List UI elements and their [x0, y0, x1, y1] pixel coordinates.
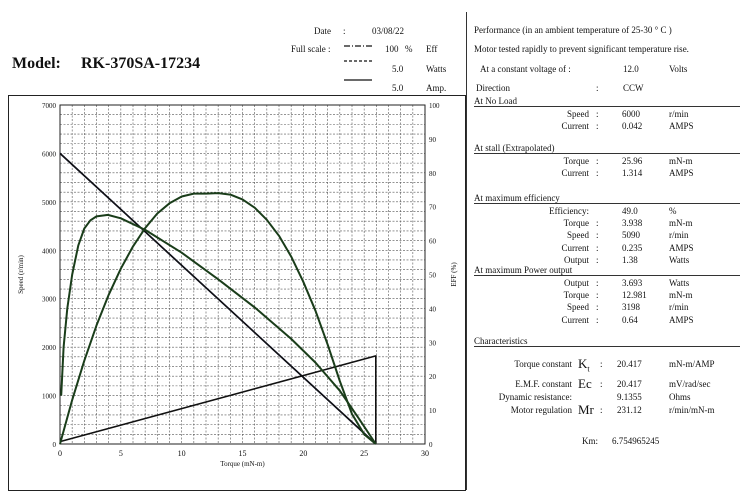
row-value: 3.693	[622, 278, 643, 288]
y-tick-label: 4000	[42, 247, 56, 256]
char-unit: Ohms	[669, 392, 691, 402]
y2-axis-label: EFF (%)	[450, 262, 458, 287]
char-unit: mN-m/AMP	[669, 359, 715, 369]
y-tick-label: 3000	[42, 295, 56, 304]
row-unit: mN-m	[669, 290, 693, 301]
km-label: Km:	[582, 436, 599, 446]
x-tick-label: 0	[58, 449, 62, 458]
y2-tick-label: 10	[429, 407, 436, 416]
km-value: 6.754965245	[612, 436, 660, 446]
row-colon: :	[596, 242, 599, 253]
row-label: Speed	[567, 109, 589, 119]
row-unit: Watts	[669, 254, 690, 265]
y-tick-label: 1000	[42, 392, 56, 401]
section-title: At maximum Power output	[474, 265, 740, 276]
y-tick-label: 0	[52, 441, 56, 449]
x-tick-label: 30	[421, 449, 429, 458]
char-colon: :	[600, 379, 603, 389]
row-value: 0.64	[622, 314, 638, 325]
legend-eff-unit: %	[405, 44, 413, 54]
row-label: Efficiency:	[549, 206, 589, 216]
char-symbol	[578, 356, 590, 374]
char-symbol	[578, 402, 594, 418]
x-tick-label: 25	[360, 449, 369, 458]
performance-title: Performance (in an ambient temperature of 25-30 ° C )	[474, 25, 672, 35]
row-colon: :	[596, 290, 599, 301]
char-colon: :	[600, 405, 603, 415]
row-unit: r/min	[669, 109, 689, 119]
row-label: Current	[561, 168, 589, 179]
y2-tick-label: 100	[429, 102, 440, 110]
row-value: 25.96	[622, 156, 643, 166]
legend-amp-value: 5.0	[392, 83, 404, 93]
row-label: Speed	[567, 302, 589, 313]
row-unit: AMPS	[669, 242, 694, 253]
performance-chart	[8, 95, 466, 491]
voltage-value: 12.0	[623, 64, 639, 74]
row-label: Current	[561, 121, 589, 132]
y2-tick-label: 0	[429, 441, 433, 449]
row-value: 1.38	[622, 254, 638, 265]
legend-line-samples	[342, 40, 382, 90]
row-colon: :	[596, 278, 599, 288]
full-scale-label: Full scale :	[291, 44, 331, 54]
characteristics-title: Characteristics	[474, 336, 740, 347]
section-title: At stall (Extrapolated)	[474, 143, 740, 154]
y2-tick-label: 30	[429, 339, 436, 348]
row-label: Current	[561, 314, 589, 325]
row-unit: AMPS	[669, 121, 694, 132]
char-value: 20.417	[617, 359, 642, 369]
row-label: Current	[561, 242, 589, 253]
row-label: Output	[563, 254, 589, 265]
row-colon: :	[596, 218, 599, 229]
voltage-unit: Volts	[669, 64, 688, 74]
panel-divider	[466, 12, 467, 490]
model-value: RK-370SA-17234	[81, 55, 201, 72]
y2-tick-label: 80	[429, 169, 436, 178]
row-value: 1.314	[622, 168, 643, 179]
direction-value: CCW	[623, 83, 644, 93]
y-tick-label: 5000	[42, 198, 56, 207]
char-label: Motor regulation	[510, 405, 572, 415]
y2-tick-label: 70	[429, 203, 436, 212]
date-colon: :	[343, 26, 346, 36]
row-label: Speed	[567, 230, 589, 241]
y2-tick-label: 60	[429, 237, 436, 246]
y2-tick-label: 20	[429, 373, 436, 382]
row-value: 6000	[622, 109, 640, 119]
y2-tick-label: 40	[429, 305, 436, 314]
voltage-label: At a constant voltage of :	[480, 64, 571, 74]
row-value: 3198	[622, 302, 640, 313]
x-axis-label: Torque (mN-m)	[220, 460, 265, 468]
legend-amp-name: Amp.	[426, 83, 447, 93]
char-symbol	[578, 376, 592, 392]
legend-watts-name: Watts	[426, 64, 447, 74]
char-unit: r/min/mN-m	[669, 405, 715, 415]
row-value: 3.938	[622, 218, 643, 229]
char-label: Torque constant	[514, 359, 572, 369]
row-unit: r/min	[669, 230, 689, 241]
x-tick-label: 15	[238, 449, 247, 458]
row-value: 12.981	[622, 290, 647, 301]
char-label: E.M.F. constant	[515, 379, 572, 389]
row-value: 0.042	[622, 121, 643, 132]
row-colon: :	[596, 230, 599, 241]
legend-watts-value: 5.0	[392, 64, 404, 74]
row-value: 49.0	[622, 206, 638, 216]
legend-eff-value: 100	[385, 44, 399, 54]
char-colon: :	[600, 359, 603, 369]
section-title: At maximum efficiency	[474, 193, 740, 204]
char-symbol-text: Mr	[578, 402, 594, 417]
row-unit: mN-m	[669, 156, 693, 166]
row-unit: mN-m	[669, 218, 693, 229]
row-value: 5090	[622, 230, 640, 241]
y-axis-label: Speed (r/min)	[17, 255, 25, 294]
date-value: 03/08/22	[372, 26, 405, 36]
model-label: Model:	[12, 55, 61, 72]
char-unit: mV/rad/sec	[669, 379, 711, 389]
legend-eff-name: Eff	[426, 44, 438, 54]
section-title: At No Load	[474, 96, 740, 107]
direction-label: Direction	[476, 83, 510, 93]
row-unit: AMPS	[669, 314, 694, 325]
char-value: 9.1355	[617, 392, 642, 402]
row-colon: :	[596, 109, 599, 119]
row-label: Output	[563, 278, 589, 288]
row-unit: %	[669, 206, 677, 216]
row-label: Torque	[563, 290, 589, 301]
row-colon: :	[596, 254, 599, 265]
row-label: Torque	[563, 218, 589, 229]
char-symbol-text: Ec	[578, 376, 592, 391]
char-value: 20.417	[617, 379, 642, 389]
row-value: 0.235	[622, 242, 643, 253]
y-tick-label: 7000	[42, 102, 56, 110]
y-tick-label: 2000	[42, 344, 56, 353]
row-colon: :	[596, 302, 599, 313]
row-colon: :	[596, 156, 599, 166]
char-symbol-sub: t	[587, 364, 590, 374]
y2-tick-label: 50	[429, 271, 436, 280]
row-colon: :	[596, 121, 599, 132]
char-label: Dynamic resistance:	[498, 392, 572, 402]
x-tick-label: 20	[299, 449, 308, 458]
row-colon: :	[596, 168, 599, 179]
char-value: 231.12	[617, 405, 642, 415]
x-tick-label: 10	[177, 449, 186, 458]
date-label: Date	[314, 26, 331, 36]
y2-tick-label: 90	[429, 135, 436, 144]
direction-colon: :	[596, 83, 599, 93]
row-unit: AMPS	[669, 168, 694, 179]
x-tick-label: 5	[118, 449, 123, 458]
y-tick-label: 6000	[42, 150, 56, 159]
row-colon: :	[596, 314, 599, 325]
tested-note: Motor tested rapidly to prevent significant temperature rise.	[474, 44, 689, 54]
char-symbol-text: K	[578, 356, 588, 371]
row-label: Torque	[563, 156, 589, 166]
row-unit: Watts	[669, 278, 690, 288]
row-unit: r/min	[669, 302, 689, 313]
